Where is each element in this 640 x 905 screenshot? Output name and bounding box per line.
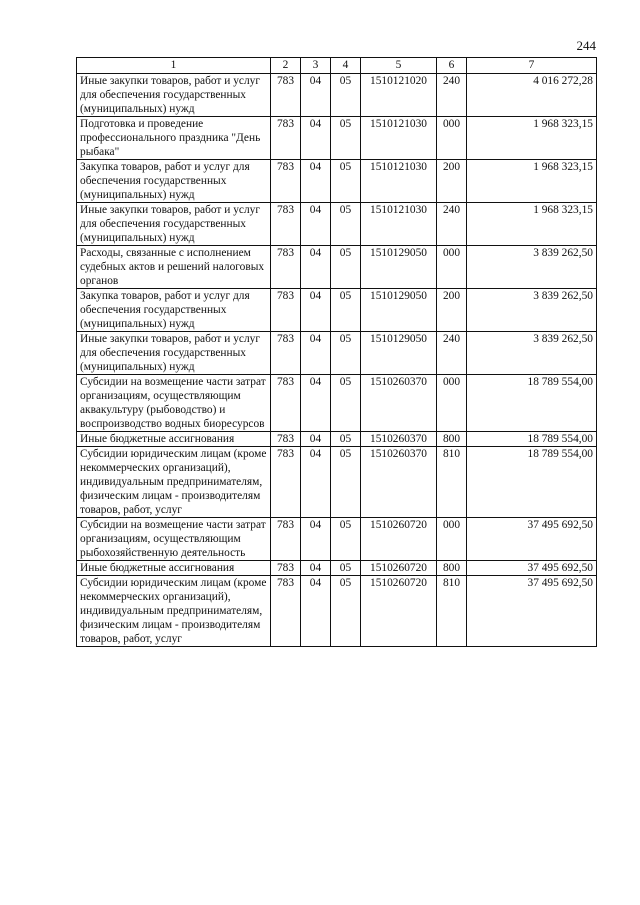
- amount-cell: 37 495 692,50: [467, 518, 597, 561]
- table-row: [77, 203, 597, 246]
- table-row: [77, 576, 597, 647]
- target-article-cell: 1510129050: [361, 289, 437, 332]
- expense-type-cell: 240: [437, 203, 467, 246]
- target-article-cell: 1510260720: [361, 576, 437, 647]
- table-row: [77, 332, 597, 375]
- amount-cell: 18 789 554,00: [467, 375, 597, 432]
- code-cell: 783: [271, 576, 301, 647]
- table-row: [77, 518, 597, 561]
- row-name-cell: Закупка товаров, работ и услуг для обеспечения государственных (муниципальных) нужд: [77, 160, 271, 203]
- target-article-cell: 1510121020: [361, 74, 437, 117]
- row-name-cell: Иные закупки товаров, работ и услуг для обеспечения государственных (муниципальных) нужд: [77, 332, 271, 375]
- code-cell: 783: [271, 518, 301, 561]
- expense-type-cell: 240: [437, 332, 467, 375]
- table-row: [77, 375, 597, 432]
- amount-cell: 37 495 692,50: [467, 576, 597, 647]
- code-cell: 783: [271, 203, 301, 246]
- amount-cell: 37 495 692,50: [467, 561, 597, 576]
- amount-cell: 3 839 262,50: [467, 289, 597, 332]
- code-cell: 783: [271, 432, 301, 447]
- expense-type-cell: 200: [437, 160, 467, 203]
- table-row: [77, 432, 597, 447]
- target-article-cell: 1510260720: [361, 518, 437, 561]
- expense-type-cell: 800: [437, 432, 467, 447]
- subsection-cell: 05: [331, 518, 361, 561]
- section-cell: 04: [301, 561, 331, 576]
- amount-cell: 4 016 272,28: [467, 74, 597, 117]
- row-name-cell: Иные бюджетные ассигнования: [77, 432, 271, 447]
- code-cell: 783: [271, 332, 301, 375]
- section-cell: 04: [301, 576, 331, 647]
- amount-cell: 3 839 262,50: [467, 246, 597, 289]
- section-cell: 04: [301, 160, 331, 203]
- target-article-cell: 1510121030: [361, 160, 437, 203]
- subsection-cell: 05: [331, 203, 361, 246]
- expense-type-cell: 000: [437, 375, 467, 432]
- code-cell: 783: [271, 246, 301, 289]
- subsection-cell: 05: [331, 375, 361, 432]
- code-cell: 783: [271, 447, 301, 518]
- subsection-cell: 05: [331, 246, 361, 289]
- header-cell: 1: [77, 58, 271, 74]
- section-cell: 04: [301, 518, 331, 561]
- section-cell: 04: [301, 117, 331, 160]
- section-cell: 04: [301, 447, 331, 518]
- header-row: [77, 58, 597, 74]
- target-article-cell: 1510260370: [361, 447, 437, 518]
- row-name-cell: Подготовка и проведение профессионального праздника "День рыбака": [77, 117, 271, 160]
- page-number: 244: [576, 38, 596, 53]
- row-name-cell: Субсидии на возмещение части затрат организациям, осуществляющим рыбохозяйственную деятельность: [77, 518, 271, 561]
- table-row: [77, 447, 597, 518]
- subsection-cell: 05: [331, 332, 361, 375]
- header-cell: 2: [271, 58, 301, 74]
- amount-cell: 3 839 262,50: [467, 332, 597, 375]
- section-cell: 04: [301, 375, 331, 432]
- subsection-cell: 05: [331, 447, 361, 518]
- section-cell: 04: [301, 332, 331, 375]
- table-row: [77, 289, 597, 332]
- row-name-cell: Иные закупки товаров, работ и услуг для обеспечения государственных (муниципальных) нужд: [77, 203, 271, 246]
- subsection-cell: 05: [331, 160, 361, 203]
- subsection-cell: 05: [331, 576, 361, 647]
- table-row: [77, 74, 597, 117]
- table-body: [77, 74, 597, 647]
- target-article-cell: 1510121030: [361, 203, 437, 246]
- subsection-cell: 05: [331, 289, 361, 332]
- expense-type-cell: 810: [437, 576, 467, 647]
- table-row: [77, 160, 597, 203]
- section-cell: 04: [301, 246, 331, 289]
- expense-type-cell: 240: [437, 74, 467, 117]
- header-cell: 5: [361, 58, 437, 74]
- row-name-cell: Субсидии юридическим лицам (кроме некоммерческих организаций), индивидуальным предпринимателям, физическим лицам - производителям товаров, работ, услуг: [77, 576, 271, 647]
- header-cell: 7: [467, 58, 597, 74]
- target-article-cell: 1510129050: [361, 332, 437, 375]
- code-cell: 783: [271, 160, 301, 203]
- expense-type-cell: 200: [437, 289, 467, 332]
- row-name-cell: Расходы, связанные с исполнением судебных актов и решений налоговых органов: [77, 246, 271, 289]
- expense-type-cell: 810: [437, 447, 467, 518]
- header-cell: 6: [437, 58, 467, 74]
- expense-type-cell: 000: [437, 518, 467, 561]
- code-cell: 783: [271, 117, 301, 160]
- header-cell: 3: [301, 58, 331, 74]
- amount-cell: 18 789 554,00: [467, 432, 597, 447]
- row-name-cell: Субсидии юридическим лицам (кроме некоммерческих организаций), индивидуальным предпринимателям, физическим лицам - производителям товаров, работ, услуг: [77, 447, 271, 518]
- amount-cell: 1 968 323,15: [467, 160, 597, 203]
- target-article-cell: 1510260370: [361, 432, 437, 447]
- amount-cell: 18 789 554,00: [467, 447, 597, 518]
- code-cell: 783: [271, 375, 301, 432]
- expense-type-cell: 800: [437, 561, 467, 576]
- header-cell: 4: [331, 58, 361, 74]
- subsection-cell: 05: [331, 117, 361, 160]
- amount-cell: 1 968 323,15: [467, 203, 597, 246]
- target-article-cell: 1510260720: [361, 561, 437, 576]
- amount-cell: 1 968 323,15: [467, 117, 597, 160]
- table-row: [77, 561, 597, 576]
- row-name-cell: Закупка товаров, работ и услуг для обеспечения государственных (муниципальных) нужд: [77, 289, 271, 332]
- target-article-cell: 1510121030: [361, 117, 437, 160]
- target-article-cell: 1510260370: [361, 375, 437, 432]
- subsection-cell: 05: [331, 74, 361, 117]
- section-cell: 04: [301, 203, 331, 246]
- row-name-cell: Субсидии на возмещение части затрат организациям, осуществляющим аквакультуру (рыбоводство) и воспроизводство водных биоресурсов: [77, 375, 271, 432]
- code-cell: 783: [271, 289, 301, 332]
- subsection-cell: 05: [331, 432, 361, 447]
- target-article-cell: 1510129050: [361, 246, 437, 289]
- table-row: [77, 246, 597, 289]
- section-cell: 04: [301, 289, 331, 332]
- budget-table: [76, 57, 597, 647]
- table-row: [77, 117, 597, 160]
- expense-type-cell: 000: [437, 117, 467, 160]
- row-name-cell: Иные закупки товаров, работ и услуг для обеспечения государственных (муниципальных) нужд: [77, 74, 271, 117]
- code-cell: 783: [271, 561, 301, 576]
- section-cell: 04: [301, 74, 331, 117]
- expense-type-cell: 000: [437, 246, 467, 289]
- code-cell: 783: [271, 74, 301, 117]
- row-name-cell: Иные бюджетные ассигнования: [77, 561, 271, 576]
- subsection-cell: 05: [331, 561, 361, 576]
- section-cell: 04: [301, 432, 331, 447]
